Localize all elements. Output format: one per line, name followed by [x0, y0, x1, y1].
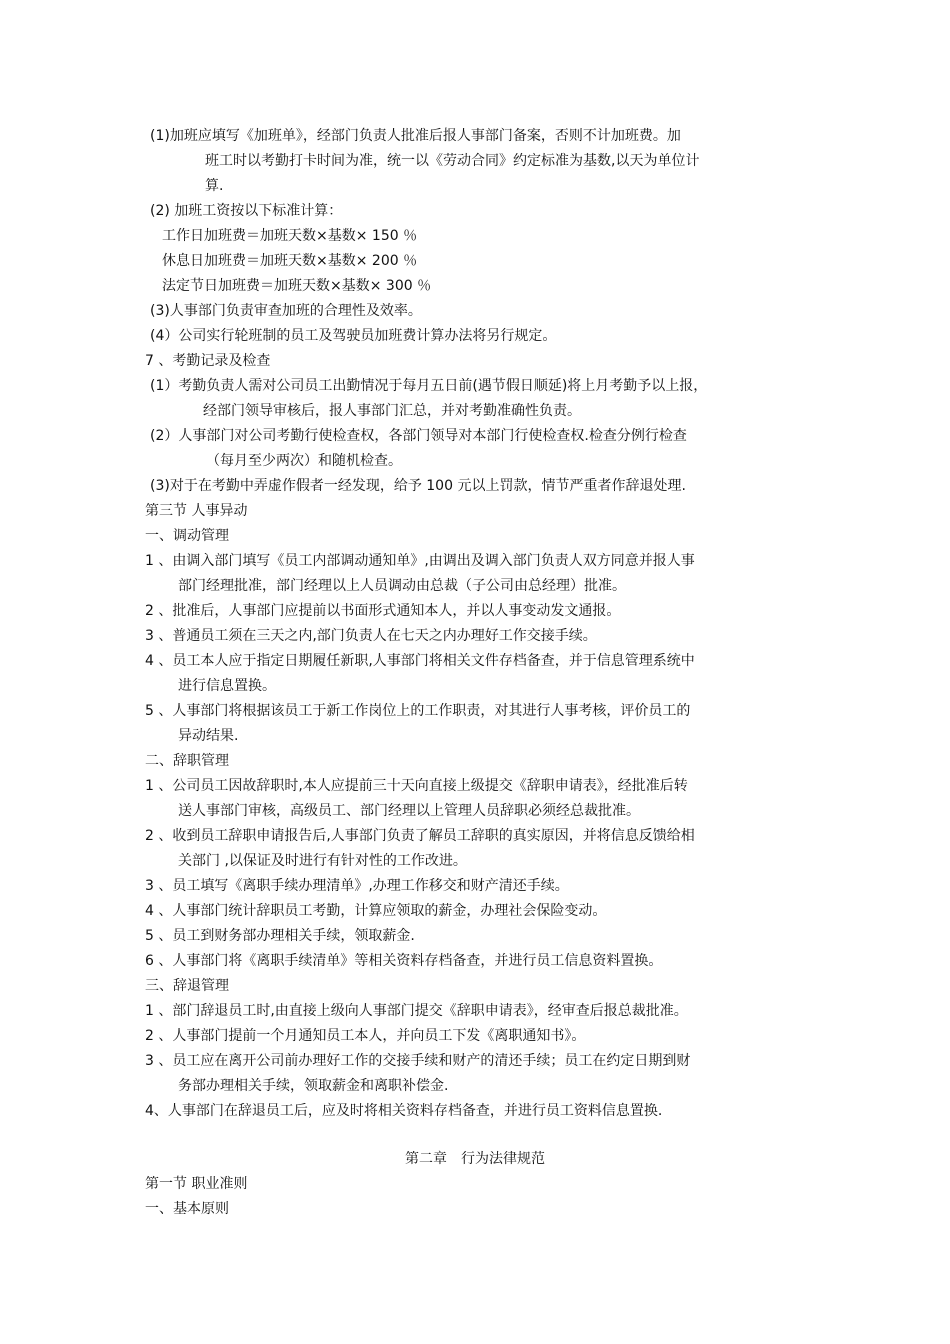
overtime-item-1-line-2: 班工时以考勤打卡时间为准，统一以《劳动合同》约定标准为基数,以天为单位计 — [205, 153, 700, 169]
overtime-item-3: (3)人事部门负责审查加班的合理性及效率。 — [150, 303, 422, 319]
overtime-item-1-line-1: (1)加班应填写《加班单》，经部门负责人批准后报人事部门备案，否则不计加班费。加 — [150, 128, 681, 144]
resignation-item-1-line-2: 送人事部门审核，高级员工、部门经理以上管理人员辞职必须经总裁批准。 — [178, 803, 640, 819]
section-3-title: 第三节 人事异动 — [145, 503, 248, 519]
transfer-item-4-line-1: 4 、员工本人应于指定日期履任新职,人事部门将相关文件存档备查，并于信息管理系统中 — [145, 653, 695, 669]
resignation-item-6: 6 、人事部门将《离职手续清单》等相关资料存档备查，并进行员工信息资料置换。 — [145, 953, 663, 969]
attendance-item-1-line-1: (1）考勤负责人需对公司员工出勤情况于每月五日前(遇节假日顺延)将上月考勤予以上报， — [150, 378, 708, 394]
dismissal-item-1: 1 、部门辞退员工时,由直接上级向人事部门提交《辞职申请表》，经审查后报总裁批准。 — [145, 1003, 688, 1019]
transfer-item-4-line-2: 进行信息置换。 — [178, 678, 276, 694]
transfer-item-3: 3 、普通员工须在三天之内,部门负责人在七天之内办理好工作交接手续。 — [145, 628, 597, 644]
formula-restday: 休息日加班费＝加班天数×基数× 200 ％ — [162, 253, 418, 269]
transfer-heading: 一、调动管理 — [145, 528, 229, 544]
dismissal-item-4: 4、人事部门在辞退员工后，应及时将相关资料存档备查，并进行员工资料信息置换. — [145, 1103, 663, 1119]
resignation-item-2-line-1: 2 、收到员工辞职申请报告后,人事部门负责了解员工辞职的真实原因，并将信息反馈给相 — [145, 828, 695, 844]
transfer-item-1-line-2: 部门经理批准，部门经理以上人员调动由总裁（子公司由总经理）批准。 — [178, 578, 626, 594]
transfer-item-2: 2 、批准后，人事部门应提前以书面形式通知本人，并以人事变动发文通报。 — [145, 603, 621, 619]
chapter-2-section-1-title: 第一节 职业准则 — [145, 1176, 248, 1192]
dismissal-heading: 三、辞退管理 — [145, 978, 229, 994]
resignation-item-3: 3 、员工填写《离职手续办理清单》,办理工作移交和财产清还手续。 — [145, 878, 569, 894]
attendance-item-2-line-2: （每月至少两次）和随机检查。 — [206, 453, 402, 469]
dismissal-item-3-line-1: 3 、员工应在离开公司前办理好工作的交接手续和财产的清还手续；员工在约定日期到财 — [145, 1053, 691, 1069]
transfer-item-1-line-1: 1 、由调入部门填写《员工内部调动通知单》,由调出及调入部门负责人双方同意并报人事 — [145, 553, 695, 569]
attendance-heading: 7 、考勤记录及检查 — [145, 353, 271, 369]
attendance-item-3: (3)对于在考勤中弄虚作假者一经发现，给予 100 元以上罚款，情节严重者作辞退处理. — [150, 478, 686, 494]
transfer-item-5-line-1: 5 、人事部门将根据该员工于新工作岗位上的工作职责，对其进行人事考核，评价员工的 — [145, 703, 691, 719]
overtime-item-4: (4）公司实行轮班制的员工及驾驶员加班费计算办法将另行规定。 — [150, 328, 557, 344]
formula-holiday: 法定节日加班费＝加班天数×基数× 300 ％ — [162, 278, 432, 294]
formula-workday: 工作日加班费＝加班天数×基数× 150 ％ — [162, 228, 418, 244]
overtime-item-1-line-3: 算. — [205, 178, 224, 194]
chapter-2-title: 第二章 行为法律规范 — [405, 1151, 545, 1167]
resignation-heading: 二、辞职管理 — [145, 753, 229, 769]
dismissal-item-2: 2 、人事部门提前一个月通知员工本人，并向员工下发《离职通知书》。 — [145, 1028, 586, 1044]
attendance-item-2-line-1: (2）人事部门对公司考勤行使检查权，各部门领导对本部门行使检查权.检查分例行检查 — [150, 428, 687, 444]
overtime-item-2: (2) 加班工资按以下标准计算： — [150, 203, 343, 219]
resignation-item-2-line-2: 关部门 ,以保证及时进行有针对性的工作改进。 — [178, 853, 467, 869]
dismissal-item-3-line-2: 务部办理相关手续，领取薪金和离职补偿金. — [178, 1078, 449, 1094]
attendance-item-1-line-2: 经部门领导审核后，报人事部门汇总，并对考勤准确性负责。 — [203, 403, 581, 419]
transfer-item-5-line-2: 异动结果. — [178, 728, 239, 744]
resignation-item-1-line-1: 1 、公司员工因故辞职时,本人应提前三十天向直接上级提交《辞职申请表》，经批准后转 — [145, 778, 688, 794]
resignation-item-4: 4 、人事部门统计辞职员工考勤，计算应领取的薪金，办理社会保险变动。 — [145, 903, 607, 919]
resignation-item-5: 5 、员工到财务部办理相关手续，领取薪金. — [145, 928, 415, 944]
basic-principles-heading: 一、基本原则 — [145, 1201, 229, 1217]
